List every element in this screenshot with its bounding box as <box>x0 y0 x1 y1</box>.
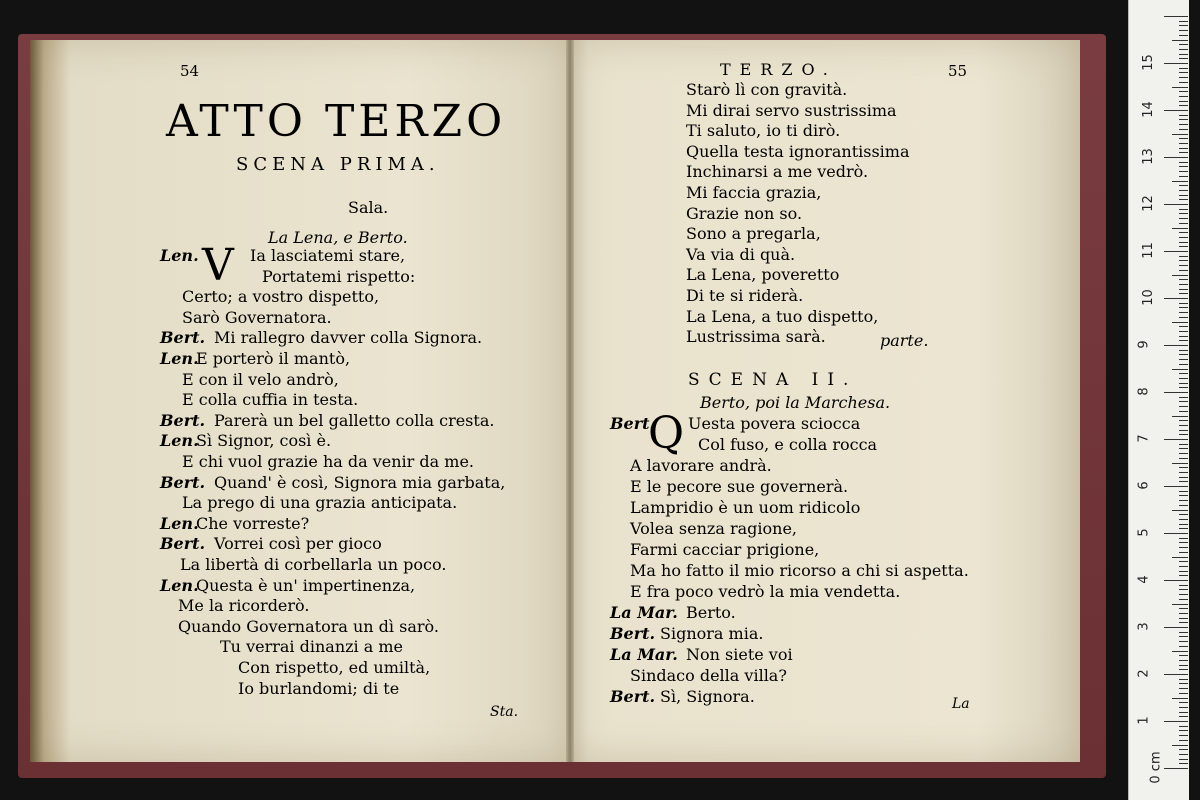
ruler-tick <box>1179 30 1188 31</box>
ruler-tick <box>1179 632 1188 633</box>
catchword-right: La <box>952 696 970 712</box>
ruler-tick <box>1179 669 1188 670</box>
ruler-tick <box>1179 312 1188 313</box>
ruler-label: 6 <box>1136 481 1152 490</box>
verse-line: Quella testa ignorantissima <box>686 141 910 161</box>
dialogue-line: Signora mia. <box>660 624 764 643</box>
ruler-label: 8 <box>1136 387 1152 396</box>
speaker-cell <box>610 645 684 664</box>
ruler-tick <box>1179 505 1188 506</box>
ruler-tick <box>1179 660 1188 661</box>
dialogue-line: Quand' è così, Signora mia garbata, <box>214 472 506 492</box>
ruler-tick <box>1179 35 1188 36</box>
ruler-tick <box>1179 21 1188 22</box>
ruler-tick <box>1172 463 1188 464</box>
dialogue-line: Vorrei così per gioco <box>214 534 382 554</box>
ruler-tick <box>1164 16 1188 17</box>
speaker-label: Len. <box>160 349 199 368</box>
ruler-tick <box>1179 279 1188 280</box>
dialogue-line: Farmi cacciar prigione, <box>630 540 820 559</box>
speaker-label: Len. <box>160 431 199 451</box>
ruler-label: 11 <box>1140 242 1156 259</box>
ruler-label: 14 <box>1140 101 1156 118</box>
dialogue-line: Mi rallegro davver colla Signora. <box>214 328 483 348</box>
dialogue-line: Sì, Signora. <box>660 687 755 706</box>
ruler-tick <box>1179 284 1188 285</box>
ruler-tick <box>1164 768 1188 769</box>
speaker-cell <box>160 328 211 347</box>
ruler-label: 1 <box>1136 716 1152 725</box>
right-page-number: 55 <box>948 62 968 80</box>
ruler-tick <box>1172 228 1188 229</box>
speaker-label: Bert. <box>160 472 206 492</box>
ruler-tick <box>1179 49 1188 50</box>
dialogue-line: Uesta povera sciocca <box>688 414 861 433</box>
ruler-tick <box>1179 599 1188 600</box>
ruler-tick <box>1179 575 1188 576</box>
speaker-cell <box>610 624 661 643</box>
ruler-tick <box>1179 326 1188 327</box>
ruler-tick <box>1179 260 1188 261</box>
ruler-tick <box>1179 152 1188 153</box>
dialogue-line: A lavorare andrà. <box>630 456 772 475</box>
ruler-tick <box>1172 557 1188 558</box>
ruler-tick <box>1179 589 1188 590</box>
ruler-tick <box>1179 712 1188 713</box>
ruler-tick <box>1179 571 1188 572</box>
ruler-tick <box>1179 467 1188 468</box>
dialogue-line: Sindaco della villa? <box>630 666 787 685</box>
dialogue-line: Lampridio è un uom ridicolo <box>630 498 861 517</box>
ruler-tick <box>1179 232 1188 233</box>
ruler-tick <box>1164 345 1188 346</box>
ruler-tick <box>1164 486 1188 487</box>
ruler-tick <box>1179 265 1188 266</box>
dialogue-line: Non siete voi <box>686 645 793 664</box>
ruler-label: 2 <box>1136 669 1152 678</box>
dialogue-line: E con il velo andrò, <box>182 369 339 389</box>
ruler-tick <box>1179 500 1188 501</box>
left-page-number: 54 <box>180 62 200 80</box>
ruler-tick <box>1179 72 1188 73</box>
ruler-tick <box>1179 213 1188 214</box>
ruler-tick <box>1172 651 1188 652</box>
ruler-tick <box>1179 331 1188 332</box>
verse-line: Starò lì con gravità. <box>686 80 848 99</box>
ruler-tick <box>1179 176 1188 177</box>
ruler-tick <box>1179 115 1188 116</box>
ruler-tick <box>1179 594 1188 595</box>
verse-line: Inchinarsi a me vedrò. <box>686 162 869 182</box>
ruler-tick <box>1179 759 1188 760</box>
speaker-label: Bert. <box>160 410 206 430</box>
verse-line: Di te si riderà. <box>686 286 804 305</box>
ruler-tick <box>1179 420 1188 421</box>
dialogue-line: La libertà di corbellarla un poco. <box>180 555 447 574</box>
ruler-tick <box>1179 655 1188 656</box>
ruler-tick <box>1172 181 1188 182</box>
ruler-tick <box>1179 528 1188 529</box>
ruler-tick <box>1179 237 1188 238</box>
dialogue-line: E fra poco vedrò la mia vendetta. <box>630 582 901 601</box>
ruler-tick <box>1179 289 1188 290</box>
ruler-tick <box>1179 91 1188 92</box>
ruler-tick <box>1179 514 1188 515</box>
ruler-tick <box>1179 707 1188 708</box>
ruler-tick <box>1179 143 1188 144</box>
dialogue-line: Che vorreste? <box>196 513 310 533</box>
ruler-tick <box>1179 58 1188 59</box>
ruler-tick <box>1179 763 1188 764</box>
dialogue-line: Certo; a vostro dispetto, <box>182 287 380 307</box>
ruler-label: 3 <box>1136 622 1152 631</box>
ruler-tick <box>1179 148 1188 149</box>
ruler-tick <box>1179 430 1188 431</box>
verse-line: La Lena, a tuo dispetto, <box>686 306 879 326</box>
verse-line: Sono a pregarla, <box>686 224 821 244</box>
ruler-tick <box>1179 585 1188 586</box>
ruler-tick <box>1164 298 1188 299</box>
ruler-tick <box>1179 740 1188 741</box>
ruler-tick <box>1164 110 1188 111</box>
speaker-label: Len. <box>160 575 199 595</box>
ruler-tick <box>1179 162 1188 163</box>
speaker-label: La Mar. <box>610 645 678 664</box>
ruler-tick <box>1164 580 1188 581</box>
ruler-tick <box>1164 204 1188 205</box>
scene-title-left: SCENA PRIMA. <box>236 154 440 175</box>
ruler-tick <box>1179 105 1188 106</box>
speaker-cell <box>610 687 661 706</box>
ruler-tick <box>1179 472 1188 473</box>
ruler-tick <box>1179 54 1188 55</box>
ruler-tick <box>1179 171 1188 172</box>
ruler-tick <box>1179 613 1188 614</box>
ruler-tick <box>1179 199 1188 200</box>
ruler-tick <box>1179 524 1188 525</box>
ruler-tick <box>1179 82 1188 83</box>
ruler-tick <box>1179 636 1188 637</box>
ruler-tick <box>1179 453 1188 454</box>
ruler-label: 7 <box>1136 434 1152 443</box>
ruler-tick <box>1179 688 1188 689</box>
ruler-tick <box>1179 350 1188 351</box>
ruler-tick <box>1179 336 1188 337</box>
verse-line: Va via di quà. <box>686 244 796 264</box>
ruler-label: 0 cm <box>1148 751 1164 784</box>
dialogue-line: Tu verrai dinanzi a me <box>220 637 404 657</box>
ruler-tick <box>1179 223 1188 224</box>
dialogue-line: Col fuso, e colla rocca <box>698 435 878 454</box>
speaker-label: La Mar. <box>610 603 678 622</box>
speaker-label: Len. <box>160 513 199 533</box>
act-title: ATTO TERZO <box>166 96 507 147</box>
ruler-tick <box>1179 730 1188 731</box>
ruler-tick <box>1179 138 1188 139</box>
drop-cap-right: Q <box>648 408 685 459</box>
ruler-tick <box>1164 392 1188 393</box>
verse-line: Mi faccia grazia, <box>686 183 822 202</box>
ruler-tick <box>1179 359 1188 360</box>
ruler-tick <box>1172 604 1188 605</box>
ruler-label: 15 <box>1140 54 1156 71</box>
dialogue-line: E le pecore sue governerà. <box>630 477 849 496</box>
ruler-tick <box>1172 745 1188 746</box>
ruler-tick <box>1179 401 1188 402</box>
ruler-tick <box>1164 533 1188 534</box>
ruler-tick <box>1179 716 1188 717</box>
ruler-tick <box>1179 77 1188 78</box>
ruler-tick <box>1179 495 1188 496</box>
speaker-cell <box>610 414 661 433</box>
dialogue-line: Portatemi rispetto: <box>262 266 416 286</box>
drop-cap-left: V <box>202 240 234 291</box>
ruler-tick <box>1179 542 1188 543</box>
scene-title-right: SCENA II. <box>688 370 858 390</box>
dialogue-line: Sì Signor, così è. <box>196 431 332 451</box>
ruler-label: 4 <box>1136 575 1152 584</box>
ruler-tick <box>1179 693 1188 694</box>
ruler-tick <box>1179 256 1188 257</box>
ruler-tick <box>1179 190 1188 191</box>
verse-line: Mi dirai servo sustrissima <box>686 100 897 120</box>
ruler-tick <box>1172 322 1188 323</box>
ruler-tick <box>1179 25 1188 26</box>
verse-line: Lustrissima sarà. <box>686 327 826 347</box>
ruler-tick <box>1179 68 1188 69</box>
ruler-tick <box>1179 444 1188 445</box>
ruler-tick <box>1164 63 1188 64</box>
ruler-tick <box>1179 683 1188 684</box>
ruler-tick <box>1179 303 1188 304</box>
ruler-tick <box>1179 218 1188 219</box>
ruler-tick <box>1179 195 1188 196</box>
ruler-tick <box>1179 491 1188 492</box>
running-header: TERZO. <box>720 60 837 79</box>
ruler-tick <box>1179 387 1188 388</box>
ruler-tick <box>1179 246 1188 247</box>
ruler-tick <box>1179 378 1188 379</box>
speaker-label: Len. <box>160 246 199 265</box>
ruler-tick <box>1179 566 1188 567</box>
ruler-tick <box>1179 166 1188 167</box>
ruler-tick <box>1179 270 1188 271</box>
ruler-tick <box>1179 373 1188 374</box>
ruler-tick <box>1179 242 1188 243</box>
ruler-tick <box>1179 622 1188 623</box>
ruler-tick <box>1179 665 1188 666</box>
ruler-tick <box>1172 134 1188 135</box>
verse-line: La Lena, poveretto <box>686 265 840 285</box>
ruler-tick <box>1172 369 1188 370</box>
ruler-tick <box>1179 552 1188 553</box>
ruler-tick <box>1179 317 1188 318</box>
ruler-tick <box>1172 275 1188 276</box>
ruler-tick <box>1179 411 1188 412</box>
ruler-label: 9 <box>1136 340 1152 349</box>
dialogue-line: Io burlandomi; di te <box>238 678 400 698</box>
book-gutter <box>566 40 574 762</box>
ruler-tick <box>1179 735 1188 736</box>
speaker-cell <box>160 246 205 265</box>
ruler-tick <box>1179 754 1188 755</box>
speaker-cell <box>160 411 211 430</box>
dialogue-line: E chi vuol grazie ha da venir da me. <box>182 452 474 471</box>
ruler-tick <box>1164 157 1188 158</box>
ruler-tick <box>1179 749 1188 750</box>
ruler-tick <box>1179 519 1188 520</box>
speaker-label: Bert. <box>160 534 206 554</box>
ruler-tick <box>1179 307 1188 308</box>
dialogue-line: E porterò il mantò, <box>196 349 351 368</box>
speaker-cell <box>160 473 211 492</box>
ruler-tick <box>1179 425 1188 426</box>
dialogue-line: La prego di una grazia anticipata. <box>182 493 458 513</box>
ruler-tick <box>1179 354 1188 355</box>
dialogue-line: Ia lasciatemi stare, <box>250 246 406 265</box>
dialogue-line: Con rispetto, ed umiltà, <box>238 658 431 677</box>
speaker-label: Bert. <box>610 687 656 706</box>
ruler-tick <box>1179 679 1188 680</box>
ruler-label: 10 <box>1140 289 1156 306</box>
ruler-tick <box>1179 618 1188 619</box>
ruler-tick <box>1179 641 1188 642</box>
ruler-tick <box>1179 477 1188 478</box>
catchword-left: Sta. <box>490 704 519 720</box>
speaker-cell <box>160 534 211 553</box>
dialogue-line: Sarò Governatora. <box>182 307 332 327</box>
ruler-tick <box>1179 101 1188 102</box>
ruler-label: 12 <box>1140 195 1156 212</box>
ruler-label: 5 <box>1136 528 1152 537</box>
speaker-label: Bert. <box>610 414 656 433</box>
ruler-tick <box>1179 702 1188 703</box>
characters-left: La Lena, e Berto. <box>268 228 408 247</box>
dialogue-line: Parerà un bel galletto colla cresta. <box>214 410 495 430</box>
ruler-tick <box>1179 726 1188 727</box>
dialogue-line: Me la ricorderò. <box>178 596 310 616</box>
speaker-label: Bert. <box>160 328 206 348</box>
dialogue-line: Volea senza ragione, <box>630 519 798 538</box>
ruler-tick <box>1179 481 1188 482</box>
ruler-tick <box>1179 209 1188 210</box>
ruler-tick <box>1179 124 1188 125</box>
dialogue-line: Berto. <box>686 603 736 622</box>
ruler-tick <box>1179 96 1188 97</box>
ruler-tick <box>1179 448 1188 449</box>
dialogue-line: E colla cuffia in testa. <box>182 390 359 410</box>
dialogue-line: Quando Governatora un dì sarò. <box>178 616 439 636</box>
ruler-tick <box>1179 538 1188 539</box>
dialogue-line: Ma ho fatto il mio ricorso a chi si aspetta. <box>630 561 969 580</box>
ruler-tick <box>1164 439 1188 440</box>
speaker-label: Bert. <box>610 624 656 643</box>
ruler-tick <box>1179 397 1188 398</box>
ruler-tick <box>1179 561 1188 562</box>
speaker-cell <box>610 603 684 622</box>
ruler-label: 13 <box>1140 148 1156 165</box>
ruler-tick <box>1172 87 1188 88</box>
ruler-tick <box>1179 646 1188 647</box>
ruler-tick <box>1179 185 1188 186</box>
ruler-tick <box>1179 406 1188 407</box>
dialogue-line: Questa è un' impertinenza, <box>196 575 416 595</box>
verse-line: Ti saluto, io ti dirò. <box>686 121 841 141</box>
ruler-tick <box>1172 698 1188 699</box>
ruler-tick <box>1179 44 1188 45</box>
ruler-tick <box>1164 251 1188 252</box>
ruler-tick <box>1172 40 1188 41</box>
ruler-tick <box>1179 119 1188 120</box>
ruler-tick <box>1179 547 1188 548</box>
ruler-tick <box>1179 434 1188 435</box>
ruler-tick <box>1164 721 1188 722</box>
ruler-tick <box>1164 674 1188 675</box>
ruler-tick <box>1179 383 1188 384</box>
ruler-tick <box>1164 627 1188 628</box>
ruler-tick <box>1172 416 1188 417</box>
verse-line: Grazie non so. <box>686 203 803 223</box>
ruler-tick <box>1179 458 1188 459</box>
ruler-tick <box>1172 510 1188 511</box>
characters-right: Berto, poi la Marchesa. <box>700 393 891 412</box>
ruler-tick <box>1179 364 1188 365</box>
setting-text: Sala. <box>348 198 389 217</box>
ruler-tick <box>1179 608 1188 609</box>
ruler-tick <box>1179 293 1188 294</box>
ruler-tick <box>1179 129 1188 130</box>
exit-note: parte. <box>880 331 929 350</box>
ruler-tick <box>1179 340 1188 341</box>
